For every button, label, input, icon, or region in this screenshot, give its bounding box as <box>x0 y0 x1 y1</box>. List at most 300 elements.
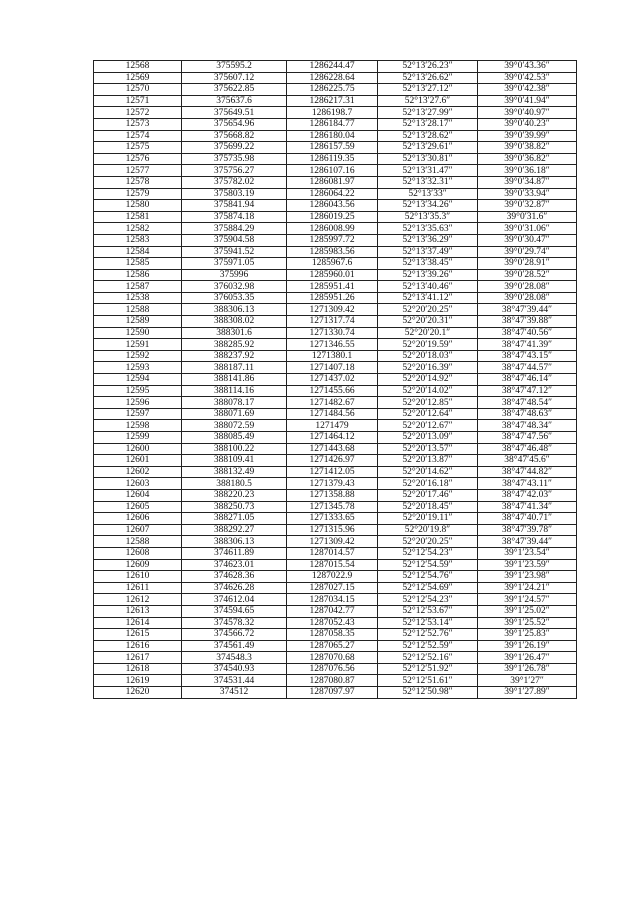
point-number-cell: 12619 <box>94 675 182 687</box>
table-row <box>94 443 577 455</box>
table-row <box>94 258 577 270</box>
y-coordinate-cell: 1286244.47 <box>287 61 378 73</box>
table-row <box>94 327 577 339</box>
longitude-cell: 39°0′40.97″ <box>478 107 577 119</box>
latitude-cell: 52°13′35.63″ <box>378 223 478 235</box>
x-coordinate-cell: 374623.01 <box>182 559 287 571</box>
y-coordinate-cell: 1271309.42 <box>287 536 378 548</box>
y-coordinate-cell: 1271358.88 <box>287 489 378 501</box>
latitude-cell: 52°20′13.87″ <box>378 455 478 467</box>
latitude-cell: 52°20′13.09″ <box>378 432 478 444</box>
point-number-cell: 12596 <box>94 397 182 409</box>
point-number-cell: 12585 <box>94 258 182 270</box>
longitude-cell: 38°47′46.48″ <box>478 443 577 455</box>
y-coordinate-cell: 1271443.68 <box>287 443 378 455</box>
latitude-cell: 52°13′40.46″ <box>378 281 478 293</box>
table-row <box>94 339 577 351</box>
latitude-cell: 52°13′36.29″ <box>378 234 478 246</box>
latitude-cell: 52°20′17.46″ <box>378 489 478 501</box>
point-number-cell: 12597 <box>94 408 182 420</box>
latitude-cell: 52°20′12.67″ <box>378 420 478 432</box>
table-row <box>94 513 577 525</box>
point-number-cell: 12599 <box>94 432 182 444</box>
table-row <box>94 605 577 617</box>
y-coordinate-cell: 1271317.74 <box>287 316 378 328</box>
point-number-cell: 12570 <box>94 84 182 96</box>
longitude-cell: 39°0′42.53″ <box>478 72 577 84</box>
longitude-cell: 38°47′48.54″ <box>478 397 577 409</box>
y-coordinate-cell: 1286008.99 <box>287 223 378 235</box>
latitude-cell: 52°20′19.59″ <box>378 339 478 351</box>
y-coordinate-cell: 1286228.64 <box>287 72 378 84</box>
table-row <box>94 582 577 594</box>
longitude-cell: 38°47′43.11″ <box>478 478 577 490</box>
latitude-cell: 52°20′19.11″ <box>378 513 478 525</box>
longitude-cell: 39°1′25.52″ <box>478 617 577 629</box>
latitude-cell: 52°13′32.31″ <box>378 176 478 188</box>
longitude-cell: 38°47′39.88″ <box>478 316 577 328</box>
y-coordinate-cell: 1287070.68 <box>287 652 378 664</box>
latitude-cell: 52°20′12.64″ <box>378 408 478 420</box>
x-coordinate-cell: 376032.98 <box>182 281 287 293</box>
longitude-cell: 39°1′27.89″ <box>478 687 577 699</box>
longitude-cell: 39°0′41.94″ <box>478 95 577 107</box>
point-number-cell: 12576 <box>94 153 182 165</box>
x-coordinate-cell: 388071.69 <box>182 408 287 420</box>
y-coordinate-cell: 1287042.77 <box>287 605 378 617</box>
table-row <box>94 350 577 362</box>
y-coordinate-cell: 1286119.35 <box>287 153 378 165</box>
latitude-cell: 52°13′34.26″ <box>378 200 478 212</box>
longitude-cell: 39°0′34.87″ <box>478 176 577 188</box>
y-coordinate-cell: 1271479 <box>287 420 378 432</box>
latitude-cell: 52°20′20.25″ <box>378 536 478 548</box>
latitude-cell: 52°13′29.61″ <box>378 142 478 154</box>
x-coordinate-cell: 375803.19 <box>182 188 287 200</box>
y-coordinate-cell: 1271309.42 <box>287 304 378 316</box>
table-row <box>94 524 577 536</box>
longitude-cell: 38°47′47.12″ <box>478 385 577 397</box>
table-row <box>94 246 577 258</box>
point-number-cell: 12578 <box>94 176 182 188</box>
point-number-cell: 12569 <box>94 72 182 84</box>
point-number-cell: 12612 <box>94 594 182 606</box>
table-row <box>94 118 577 130</box>
table-row <box>94 84 577 96</box>
longitude-cell: 39°0′32.87″ <box>478 200 577 212</box>
longitude-cell: 39°0′33.94″ <box>478 188 577 200</box>
table-row <box>94 292 577 304</box>
longitude-cell: 39°0′39.99″ <box>478 130 577 142</box>
x-coordinate-cell: 375654.96 <box>182 118 287 130</box>
point-number-cell: 12568 <box>94 61 182 73</box>
longitude-cell: 39°1′26.47″ <box>478 652 577 664</box>
latitude-cell: 52°20′18.45″ <box>378 501 478 513</box>
table-row <box>94 107 577 119</box>
point-number-cell: 12574 <box>94 130 182 142</box>
x-coordinate-cell: 375884.29 <box>182 223 287 235</box>
latitude-cell: 52°13′33″ <box>378 188 478 200</box>
x-coordinate-cell: 388100.22 <box>182 443 287 455</box>
x-coordinate-cell: 388187.11 <box>182 362 287 374</box>
y-coordinate-cell: 1287022.9 <box>287 571 378 583</box>
latitude-cell: 52°13′26.62″ <box>378 72 478 84</box>
latitude-cell: 52°20′19.8″ <box>378 524 478 536</box>
table-row <box>94 536 577 548</box>
y-coordinate-cell: 1285967.6 <box>287 258 378 270</box>
table-row <box>94 489 577 501</box>
x-coordinate-cell: 388301.6 <box>182 327 287 339</box>
point-number-cell: 12608 <box>94 547 182 559</box>
x-coordinate-cell: 388306.13 <box>182 536 287 548</box>
longitude-cell: 39°0′29.74″ <box>478 246 577 258</box>
point-number-cell: 12588 <box>94 536 182 548</box>
longitude-cell: 39°0′38.82″ <box>478 142 577 154</box>
table-row <box>94 211 577 223</box>
latitude-cell: 52°20′16.18″ <box>378 478 478 490</box>
longitude-cell: 39°0′36.18″ <box>478 165 577 177</box>
y-coordinate-cell: 1285983.56 <box>287 246 378 258</box>
table-row <box>94 385 577 397</box>
latitude-cell: 52°13′27.6″ <box>378 95 478 107</box>
table-row <box>94 466 577 478</box>
x-coordinate-cell: 388109.41 <box>182 455 287 467</box>
coordinates-table-body <box>94 61 577 699</box>
longitude-cell: 39°0′43.36″ <box>478 61 577 73</box>
point-number-cell: 12586 <box>94 269 182 281</box>
y-coordinate-cell: 1287015.54 <box>287 559 378 571</box>
table-row <box>94 408 577 420</box>
table-row <box>94 455 577 467</box>
point-number-cell: 12606 <box>94 513 182 525</box>
y-coordinate-cell: 1286180.04 <box>287 130 378 142</box>
longitude-cell: 39°1′24.21″ <box>478 582 577 594</box>
longitude-cell: 38°47′39.44″ <box>478 304 577 316</box>
longitude-cell: 39°0′28.08″ <box>478 281 577 293</box>
longitude-cell: 39°0′28.08″ <box>478 292 577 304</box>
x-coordinate-cell: 374611.89 <box>182 547 287 559</box>
point-number-cell: 12580 <box>94 200 182 212</box>
point-number-cell: 12591 <box>94 339 182 351</box>
x-coordinate-cell: 374566.72 <box>182 629 287 641</box>
x-coordinate-cell: 388132.49 <box>182 466 287 478</box>
longitude-cell: 38°47′45.6″ <box>478 455 577 467</box>
table-row <box>94 223 577 235</box>
y-coordinate-cell: 1271330.74 <box>287 327 378 339</box>
x-coordinate-cell: 375841.94 <box>182 200 287 212</box>
y-coordinate-cell: 1287014.57 <box>287 547 378 559</box>
x-coordinate-cell: 375971.05 <box>182 258 287 270</box>
longitude-cell: 39°1′24.57″ <box>478 594 577 606</box>
y-coordinate-cell: 1285951.26 <box>287 292 378 304</box>
point-number-cell: 12584 <box>94 246 182 258</box>
x-coordinate-cell: 388271.05 <box>182 513 287 525</box>
table-row <box>94 153 577 165</box>
table-row <box>94 61 577 73</box>
y-coordinate-cell: 1286184.77 <box>287 118 378 130</box>
latitude-cell: 52°20′13.57″ <box>378 443 478 455</box>
latitude-cell: 52°12′50.98″ <box>378 687 478 699</box>
y-coordinate-cell: 1286043.56 <box>287 200 378 212</box>
x-coordinate-cell: 374594.65 <box>182 605 287 617</box>
point-number-cell: 12611 <box>94 582 182 594</box>
longitude-cell: 38°47′43.15″ <box>478 350 577 362</box>
x-coordinate-cell: 375904.58 <box>182 234 287 246</box>
longitude-cell: 39°1′26.78″ <box>478 663 577 675</box>
x-coordinate-cell: 375782.02 <box>182 176 287 188</box>
y-coordinate-cell: 1286064.22 <box>287 188 378 200</box>
coordinates-table <box>93 60 577 699</box>
table-row <box>94 397 577 409</box>
longitude-cell: 38°47′39.44″ <box>478 536 577 548</box>
point-number-cell: 12588 <box>94 304 182 316</box>
latitude-cell: 52°20′20.31″ <box>378 316 478 328</box>
x-coordinate-cell: 388306.13 <box>182 304 287 316</box>
x-coordinate-cell: 375941.52 <box>182 246 287 258</box>
x-coordinate-cell: 388237.92 <box>182 350 287 362</box>
point-number-cell: 12593 <box>94 362 182 374</box>
point-number-cell: 12613 <box>94 605 182 617</box>
y-coordinate-cell: 1286198.7 <box>287 107 378 119</box>
x-coordinate-cell: 388141.86 <box>182 374 287 386</box>
longitude-cell: 39°0′28.52″ <box>478 269 577 281</box>
longitude-cell: 39°0′31.06″ <box>478 223 577 235</box>
y-coordinate-cell: 1271315.96 <box>287 524 378 536</box>
point-number-cell: 12614 <box>94 617 182 629</box>
y-coordinate-cell: 1287065.27 <box>287 640 378 652</box>
x-coordinate-cell: 375668.82 <box>182 130 287 142</box>
latitude-cell: 52°12′54.23″ <box>378 547 478 559</box>
table-row <box>94 571 577 583</box>
longitude-cell: 39°1′27″ <box>478 675 577 687</box>
point-number-cell: 12620 <box>94 687 182 699</box>
latitude-cell: 52°20′20.1″ <box>378 327 478 339</box>
point-number-cell: 12617 <box>94 652 182 664</box>
point-number-cell: 12616 <box>94 640 182 652</box>
point-number-cell: 12609 <box>94 559 182 571</box>
point-number-cell: 12603 <box>94 478 182 490</box>
longitude-cell: 38°47′41.39″ <box>478 339 577 351</box>
latitude-cell: 52°12′51.61″ <box>378 675 478 687</box>
y-coordinate-cell: 1287097.97 <box>287 687 378 699</box>
longitude-cell: 39°1′23.54″ <box>478 547 577 559</box>
x-coordinate-cell: 375622.85 <box>182 84 287 96</box>
x-coordinate-cell: 375607.12 <box>182 72 287 84</box>
x-coordinate-cell: 375756.27 <box>182 165 287 177</box>
latitude-cell: 52°12′52.59″ <box>378 640 478 652</box>
point-number-cell: 12571 <box>94 95 182 107</box>
point-number-cell: 12594 <box>94 374 182 386</box>
latitude-cell: 52°13′39.26″ <box>378 269 478 281</box>
longitude-cell: 39°1′25.83″ <box>478 629 577 641</box>
table-row <box>94 188 577 200</box>
y-coordinate-cell: 1271379.43 <box>287 478 378 490</box>
latitude-cell: 52°13′38.45″ <box>378 258 478 270</box>
point-number-cell: 12600 <box>94 443 182 455</box>
table-row <box>94 95 577 107</box>
y-coordinate-cell: 1287052.43 <box>287 617 378 629</box>
x-coordinate-cell: 374626.28 <box>182 582 287 594</box>
y-coordinate-cell: 1286081.97 <box>287 176 378 188</box>
latitude-cell: 52°20′18.03″ <box>378 350 478 362</box>
y-coordinate-cell: 1285997.72 <box>287 234 378 246</box>
table-row <box>94 594 577 606</box>
y-coordinate-cell: 1286107.16 <box>287 165 378 177</box>
latitude-cell: 52°13′35.3″ <box>378 211 478 223</box>
y-coordinate-cell: 1285951.41 <box>287 281 378 293</box>
latitude-cell: 52°12′53.67″ <box>378 605 478 617</box>
point-number-cell: 12604 <box>94 489 182 501</box>
point-number-cell: 12607 <box>94 524 182 536</box>
point-number-cell: 12618 <box>94 663 182 675</box>
latitude-cell: 52°12′52.16″ <box>378 652 478 664</box>
x-coordinate-cell: 388078.17 <box>182 397 287 409</box>
table-row <box>94 304 577 316</box>
longitude-cell: 39°0′28.91″ <box>478 258 577 270</box>
table-row <box>94 269 577 281</box>
longitude-cell: 38°47′40.56″ <box>478 327 577 339</box>
latitude-cell: 52°20′12.85″ <box>378 397 478 409</box>
latitude-cell: 52°12′54.59″ <box>378 559 478 571</box>
x-coordinate-cell: 388285.92 <box>182 339 287 351</box>
point-number-cell: 12581 <box>94 211 182 223</box>
longitude-cell: 39°0′40.23″ <box>478 118 577 130</box>
point-number-cell: 12583 <box>94 234 182 246</box>
y-coordinate-cell: 1287034.15 <box>287 594 378 606</box>
latitude-cell: 52°13′26.23″ <box>378 61 478 73</box>
latitude-cell: 52°12′51.92″ <box>378 663 478 675</box>
table-row <box>94 675 577 687</box>
latitude-cell: 52°12′54.76″ <box>378 571 478 583</box>
point-number-cell: 12573 <box>94 118 182 130</box>
latitude-cell: 52°12′54.69″ <box>378 582 478 594</box>
table-row <box>94 687 577 699</box>
longitude-cell: 38°47′47.56″ <box>478 432 577 444</box>
table-row <box>94 629 577 641</box>
latitude-cell: 52°12′54.23″ <box>378 594 478 606</box>
point-number-cell: 12592 <box>94 350 182 362</box>
longitude-cell: 39°0′36.82″ <box>478 153 577 165</box>
point-number-cell: 12615 <box>94 629 182 641</box>
point-number-cell: 12602 <box>94 466 182 478</box>
latitude-cell: 52°20′20.25″ <box>378 304 478 316</box>
x-coordinate-cell: 374578.32 <box>182 617 287 629</box>
point-number-cell: 12579 <box>94 188 182 200</box>
x-coordinate-cell: 375874.18 <box>182 211 287 223</box>
latitude-cell: 52°12′53.14″ <box>378 617 478 629</box>
longitude-cell: 38°47′41.34″ <box>478 501 577 513</box>
table-row <box>94 176 577 188</box>
y-coordinate-cell: 1287080.87 <box>287 675 378 687</box>
table-row <box>94 362 577 374</box>
x-coordinate-cell: 388250.73 <box>182 501 287 513</box>
table-row <box>94 234 577 246</box>
point-number-cell: 12589 <box>94 316 182 328</box>
x-coordinate-cell: 375595.2 <box>182 61 287 73</box>
point-number-cell: 12582 <box>94 223 182 235</box>
latitude-cell: 52°12′52.76″ <box>378 629 478 641</box>
longitude-cell: 38°47′40.71″ <box>478 513 577 525</box>
y-coordinate-cell: 1287076.56 <box>287 663 378 675</box>
y-coordinate-cell: 1271407.18 <box>287 362 378 374</box>
longitude-cell: 38°47′42.03″ <box>478 489 577 501</box>
point-number-cell: 12610 <box>94 571 182 583</box>
y-coordinate-cell: 1271437.02 <box>287 374 378 386</box>
latitude-cell: 52°13′37.49″ <box>378 246 478 258</box>
table-row <box>94 652 577 664</box>
x-coordinate-cell: 374548.3 <box>182 652 287 664</box>
table-row <box>94 640 577 652</box>
table-row <box>94 130 577 142</box>
table-row <box>94 316 577 328</box>
table-row <box>94 501 577 513</box>
latitude-cell: 52°13′28.17″ <box>378 118 478 130</box>
table-row <box>94 420 577 432</box>
latitude-cell: 52°13′30.81″ <box>378 153 478 165</box>
y-coordinate-cell: 1287027.15 <box>287 582 378 594</box>
longitude-cell: 38°47′46.14″ <box>478 374 577 386</box>
longitude-cell: 38°47′44.57″ <box>478 362 577 374</box>
table-row <box>94 617 577 629</box>
x-coordinate-cell: 374512 <box>182 687 287 699</box>
x-coordinate-cell: 374628.36 <box>182 571 287 583</box>
point-number-cell: 12590 <box>94 327 182 339</box>
table-row <box>94 547 577 559</box>
x-coordinate-cell: 376053.35 <box>182 292 287 304</box>
table-row <box>94 281 577 293</box>
longitude-cell: 39°1′25.02″ <box>478 605 577 617</box>
point-number-cell: 12572 <box>94 107 182 119</box>
x-coordinate-cell: 375996 <box>182 269 287 281</box>
latitude-cell: 52°13′41.12″ <box>378 292 478 304</box>
x-coordinate-cell: 375637.6 <box>182 95 287 107</box>
x-coordinate-cell: 374612.04 <box>182 594 287 606</box>
y-coordinate-cell: 1271346.55 <box>287 339 378 351</box>
longitude-cell: 39°0′42.38″ <box>478 84 577 96</box>
latitude-cell: 52°13′31.47″ <box>378 165 478 177</box>
latitude-cell: 52°20′14.02″ <box>378 385 478 397</box>
point-number-cell: 12577 <box>94 165 182 177</box>
x-coordinate-cell: 374561.49 <box>182 640 287 652</box>
x-coordinate-cell: 388072.59 <box>182 420 287 432</box>
table-row <box>94 142 577 154</box>
x-coordinate-cell: 375735.98 <box>182 153 287 165</box>
table-row <box>94 559 577 571</box>
longitude-cell: 38°47′48.34″ <box>478 420 577 432</box>
y-coordinate-cell: 1271380.1 <box>287 350 378 362</box>
longitude-cell: 38°47′44.82″ <box>478 466 577 478</box>
y-coordinate-cell: 1286019.25 <box>287 211 378 223</box>
x-coordinate-cell: 374531.44 <box>182 675 287 687</box>
x-coordinate-cell: 375699.22 <box>182 142 287 154</box>
table-row <box>94 663 577 675</box>
table-row <box>94 165 577 177</box>
x-coordinate-cell: 388308.02 <box>182 316 287 328</box>
point-number-cell: 12538 <box>94 292 182 304</box>
latitude-cell: 52°20′14.62″ <box>378 466 478 478</box>
x-coordinate-cell: 388220.23 <box>182 489 287 501</box>
y-coordinate-cell: 1271464.12 <box>287 432 378 444</box>
x-coordinate-cell: 374540.93 <box>182 663 287 675</box>
longitude-cell: 39°0′31.6″ <box>478 211 577 223</box>
point-number-cell: 12587 <box>94 281 182 293</box>
table-row <box>94 432 577 444</box>
latitude-cell: 52°20′16.39″ <box>378 362 478 374</box>
latitude-cell: 52°13′28.62″ <box>378 130 478 142</box>
longitude-cell: 39°1′26.19″ <box>478 640 577 652</box>
table-row <box>94 478 577 490</box>
longitude-cell: 39°1′23.59″ <box>478 559 577 571</box>
